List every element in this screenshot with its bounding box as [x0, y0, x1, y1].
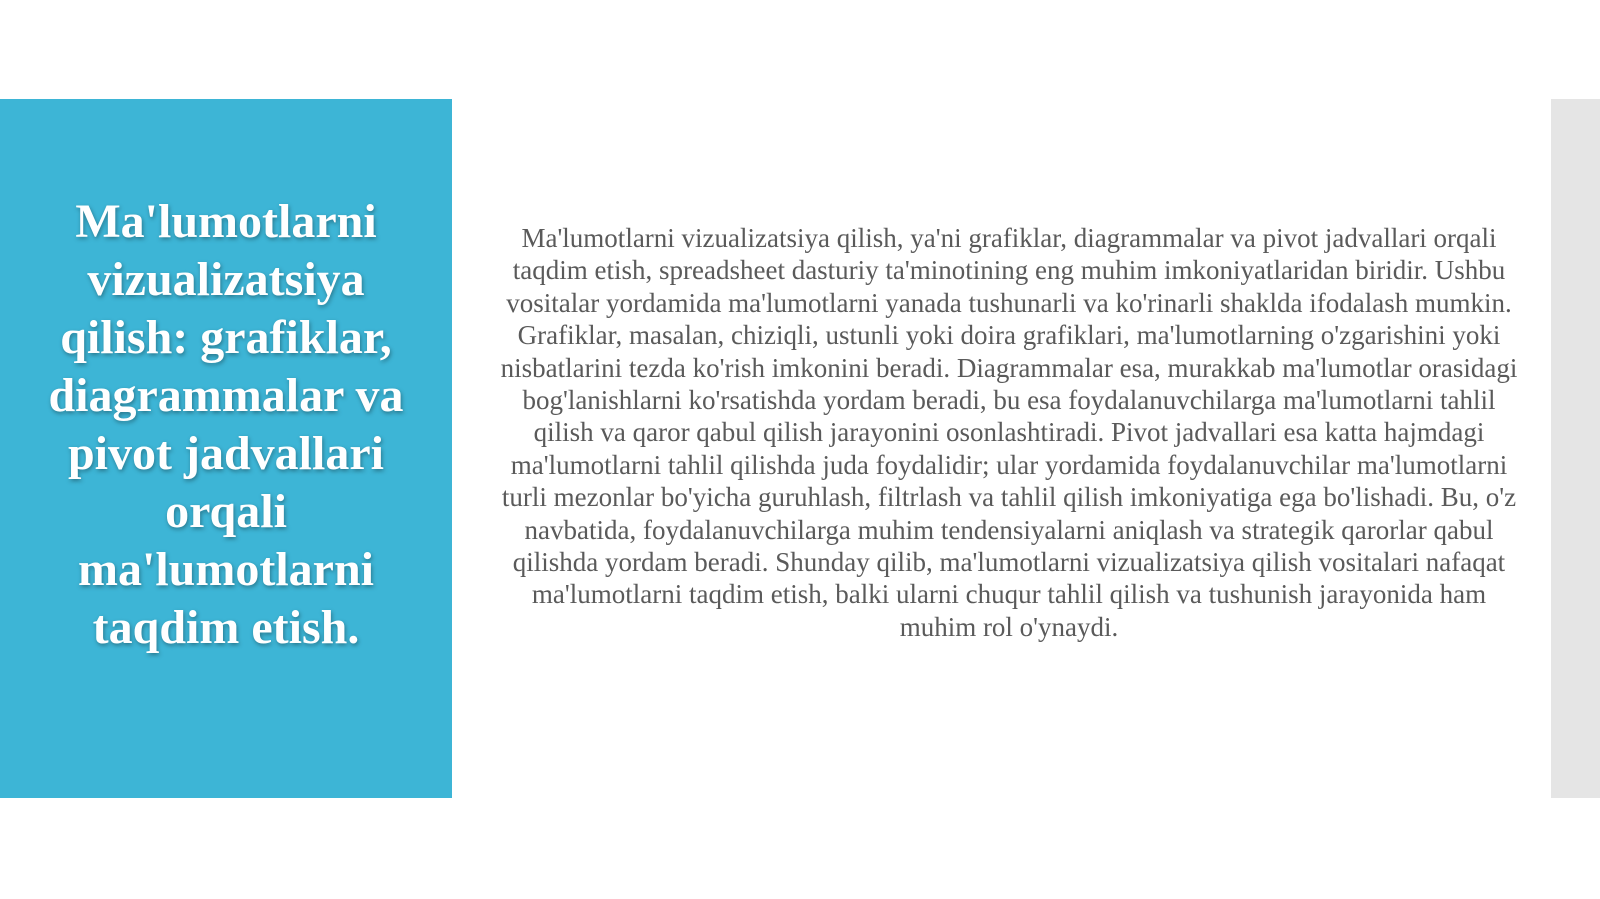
title-panel — [0, 99, 452, 798]
slide-body-text: Ma'lumotlarni vizualizatsiya qilish, ya'ni grafiklar, diagrammalar va pivot jadvallari orqali taqdim etish, spreadsheet dasturiy ta'minotining eng muhim imkoniyatlaridan biridir. Ushbu vositalar yordamida ma'lumotlarni yanada tushunarli va ko'rinarli shaklda ifodalash mumkin. Grafiklar, masalan, chiziqli, ustunli yoki doira grafiklari, ma'lumotlarning o'zgarishini yoki nisbatlarini tezda ko'rish imkonini beradi. Diagrammalar esa, murakkab ma'lumotlar orasidagi bog'lanishlarni ko'rsatishda yordam beradi, bu esa foydalanuvchilarga ma'lumotlarni tahlil qilish va qaror qabul qilish jarayonini osonlashtiradi. Pivot jadvallari esa katta hajmdagi ma'lumotlarni tahlil qilishda juda foydalidir; ular yordamida foydalanuvchilar ma'lumotlarni turli mezonlar bo'yicha guruhlash, filtrlash va tahlil qilish imkoniyatiga ega bo'lishadi. Bu, o'z navbatida, foydalanuvchilarga muhim tendensiyalarni aniqlash va strategik qarorlar qabul qilishda yordam beradi. Shunday qilib, ma'lumotlarni vizualizatsiya qilish vositalari nafaqat ma'lumotlarni taqdim etish, balki ularni chuqur tahlil qilish va tushunish jarayonida ham muhim rol o'ynaydi. — [500, 223, 1518, 642]
body-area — [500, 222, 1518, 702]
side-accent-bar — [1551, 99, 1600, 798]
slide-title: Ma'lumotlarni vizualizatsiya qilish: grafiklar, diagrammalar va pivot jadvallari orqali ma'lumotlarni taqdim etish. — [48, 194, 404, 654]
